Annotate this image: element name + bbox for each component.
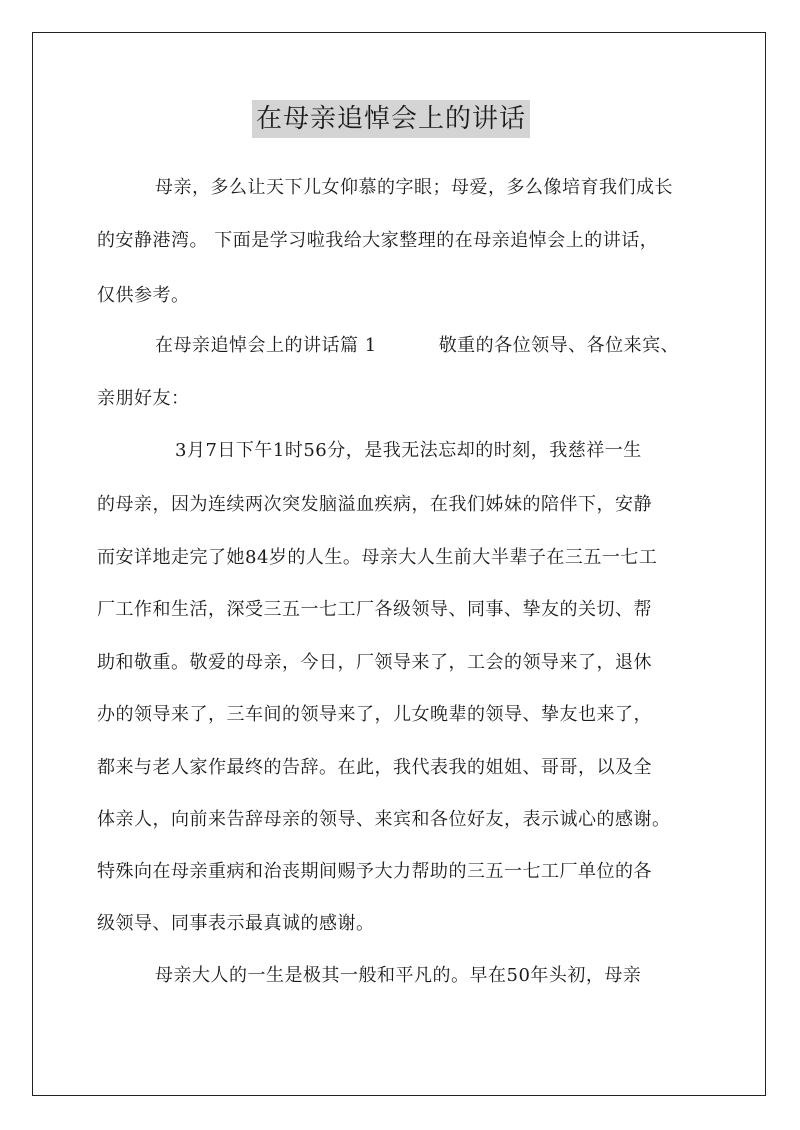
paragraph-line: 特殊向在母亲重病和治丧期间赐予大力帮助的三五一七工厂单位的各 [97, 861, 652, 882]
paragraph-line: 母亲大人的一生是极其一般和平凡的。早在50年头初，母亲 [155, 965, 642, 986]
paragraph-line: 的母亲，因为连续两次突发脑溢血疾病，在我们姊妹的陪伴下，安静 [97, 494, 652, 515]
paragraph-line: 亲朋好友： [97, 388, 190, 409]
paragraph-line: 办的领导来了，三车间的领导来了，儿女晚辈的领导、挚友也来了， [97, 704, 652, 725]
paragraph-line: 级领导、同事表示最真诚的感谢。 [97, 913, 375, 934]
paragraph-line: 的安静港湾。 下面是学习啦我给大家整理的在母亲追悼会上的讲话， [97, 230, 659, 251]
section-heading: 在母亲追悼会上的讲话篇 1 [155, 335, 377, 356]
section-heading-line [97, 333, 702, 359]
paragraph-line: 仅供参考。 [97, 285, 190, 306]
paragraph-line: 母亲，多么让天下儿女仰慕的字眼；母爱，多么像培育我们成长 [155, 177, 673, 198]
paragraph-line: 厂工作和生活，深受三五一七工厂各级领导、同事、挚友的关切、帮 [97, 599, 652, 620]
paragraph-line: 3月7日下午1时56分，是我无法忘却的时刻，我慈祥一生 [175, 440, 642, 461]
paragraph-line: 助和敬重。敬爱的母亲，今日，厂领导来了，工会的领导来了，退休 [97, 652, 652, 673]
paragraph-line: 都来与老人家作最终的告辞。在此，我代表我的姐姐、哥哥，以及全 [97, 757, 652, 778]
paragraph-line: 而安详地走完了她84岁的人生。母亲大人生前大半辈子在三五一七工 [97, 547, 658, 568]
document-title: 在母亲追悼会上的讲话 [252, 100, 530, 138]
salutation: 敬重的各位领导、各位来宾、 [438, 335, 680, 356]
paragraph-line: 体亲人，向前来告辞母亲的领导、来宾和各位好友，表示诚心的感谢。 [97, 809, 671, 830]
